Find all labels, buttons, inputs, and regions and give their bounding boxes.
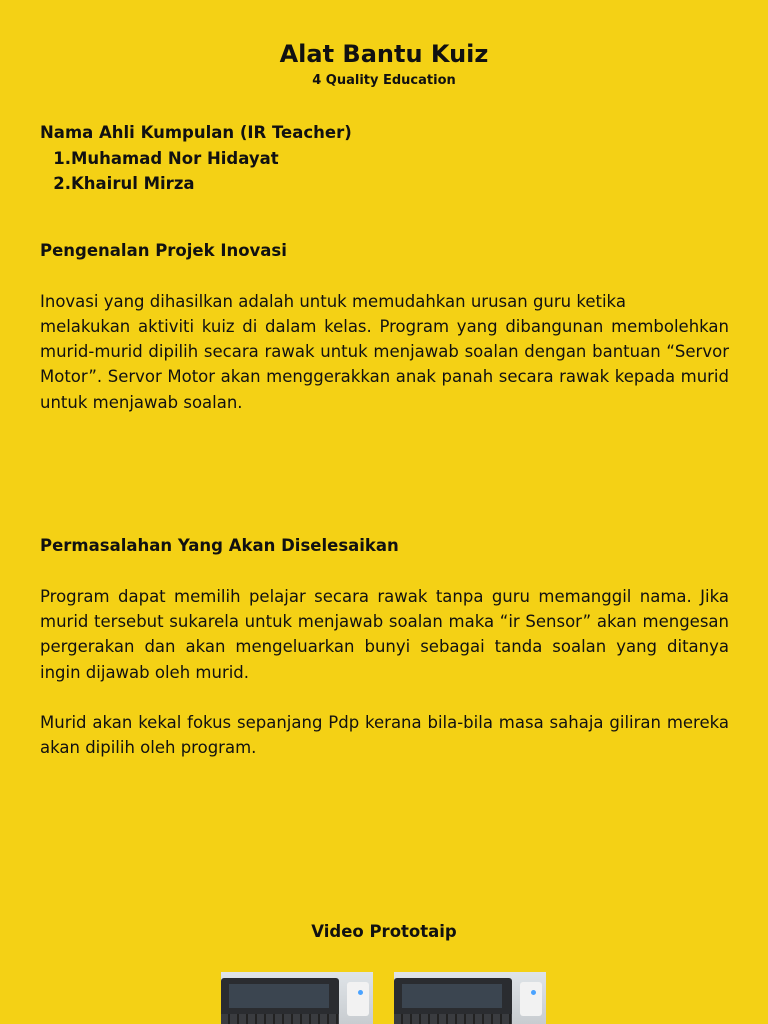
member-name: Khairul Mirza (71, 174, 195, 193)
member-name: Muhamad Nor Hidayat (71, 149, 279, 168)
video-thumbnail-1[interactable] (221, 972, 373, 1024)
page-subtitle: 4 Quality Education (312, 73, 456, 88)
members-list (40, 146, 279, 196)
members-heading: Nama Ahli Kumpulan (IR Teacher) (40, 123, 352, 142)
laptop-image (221, 978, 339, 1024)
device-image (520, 982, 542, 1016)
list-number: 1. (53, 149, 71, 168)
led-indicator (358, 990, 363, 995)
laptop-keyboard (221, 1014, 339, 1024)
page-title: Alat Bantu Kuiz (279, 40, 489, 68)
list-item (40, 171, 279, 196)
intro-heading: Pengenalan Projek Inovasi (40, 241, 287, 260)
device-image (347, 982, 369, 1016)
problem-paragraph-1: Program dapat memilih pelajar secara rawak tanpa guru memanggil nama. Jika murid tersebut sukarela untuk menjawab soalan maka “ir Sensor” akan mengesan pergerakan dan akan mengeluarkan bunyi sebagai tanda soalan yang ditanya ingin dijawab oleh murid. (40, 587, 729, 682)
intro-first-line: Inovasi yang dihasilkan adalah untuk memudahkan urusan guru ketika (40, 292, 626, 311)
problem-heading: Permasalahan Yang Akan Diselesaikan (40, 536, 399, 555)
list-item (40, 146, 279, 171)
laptop-image (394, 978, 512, 1024)
laptop-keyboard (394, 1014, 512, 1024)
problem-paragraph-2: Murid akan kekal fokus sepanjang Pdp kerana bila-bila masa sahaja giliran mereka akan dipilih oleh program. (40, 713, 729, 758)
led-indicator (531, 990, 536, 995)
video-heading: Video Prototaip (311, 922, 457, 941)
laptop-screen (402, 984, 502, 1008)
intro-paragraph: melakukan aktiviti kuiz di dalam kelas. Program yang dibangunan membolehkan murid-murid dipilih secara rawak untuk menjawab soalan dengan bantuan “Servor Motor”. Servor Motor akan menggerakkan anak panah secara rawak kepada murid untuk menjawab soalan. (40, 317, 729, 412)
list-number: 2. (53, 174, 71, 193)
video-thumbnail-2[interactable] (394, 972, 546, 1024)
laptop-screen (229, 984, 329, 1008)
